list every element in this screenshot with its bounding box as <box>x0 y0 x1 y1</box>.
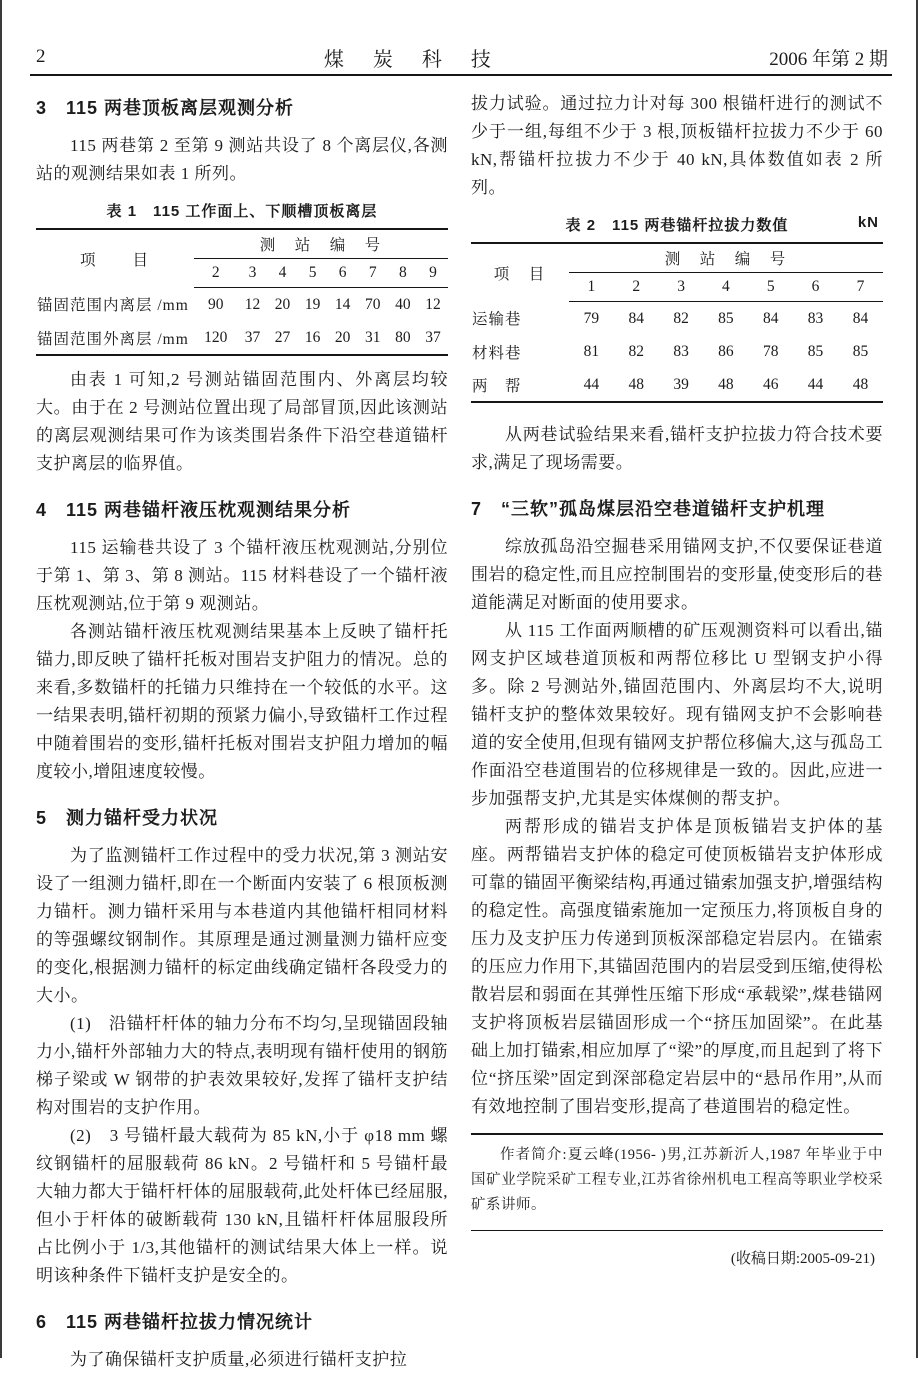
table2-unit-label: kN <box>857 214 879 231</box>
table1-station-num: 4 <box>267 259 297 288</box>
paragraph: 两帮形成的锚岩支护体是顶板锚岩支护体的基座。两帮锚岩支护体的稳定可使顶板锚岩支护体形成可靠的锚固平衡梁结构,再通过锚索加强支护,增强结构的稳定性。高强度锚索施加一定预压力,将顶板自身的压力及支护压力传递到顶板深部稳定岩层内。在锚索的压应力作用下,其锚固范围内的岩层受到压缩,使得松散岩层和弱面在其弹性压缩下形成“承载梁”,煤巷锚网支护将顶板岩层锚固形成一个“挤压加固梁”。在此基础上加打锚索,相应加厚了“梁”的厚度,而且起到了将下位“挤压梁”固定到深部稳定岩层中的“悬吊作用”,从而有效地控制了围岩变形,提高了巷道围岩的稳定性。 <box>471 817 883 1116</box>
table2-cell: 84 <box>628 309 644 327</box>
journal-title: 煤 炭 科 技 <box>323 48 503 71</box>
table2-cell: 44 <box>583 375 600 393</box>
paragraph: 综放孤岛沿空掘巷采用锚网支护,不仅要保证巷道围岩的稳定性,而且应控制围岩的变形量,使变形后的巷道能满足对断面的使用要求。 <box>471 537 883 612</box>
table2-cell: 82 <box>628 342 644 360</box>
table1-cell: 37 <box>425 328 441 346</box>
table1-station-num: 6 <box>328 259 358 288</box>
issue-label: 2006 年第 2 期 <box>769 48 888 70</box>
column-right <box>471 90 883 1268</box>
table1-cell: 27 <box>274 328 291 346</box>
table1-caption: 表 1 115 工作面上、下顺槽顶板离层 <box>106 203 378 220</box>
table2-station-num: 1 <box>569 273 614 302</box>
table2-cell: 83 <box>673 342 689 360</box>
paragraph: 由表 1 可知,2 号测站锚固范围内、外离层均较大。由于在 2 号测站位置出现了局部冒顶,因此该测站的离层观测结果可作为该类围岩条件下沿空巷道锚杆支护离层的临界值。 <box>36 370 448 473</box>
page-header <box>36 44 888 70</box>
table1-station-num: 3 <box>237 259 267 288</box>
table2-station-num: 2 <box>614 273 659 302</box>
table1-station-num: 9 <box>418 259 448 288</box>
table-row <box>36 288 448 322</box>
table-row <box>471 302 883 336</box>
section-heading-3: 3 115 两巷顶板离层观测分析 <box>36 98 295 118</box>
column-left <box>36 90 448 1374</box>
table2-cell: 78 <box>762 342 779 360</box>
table1-cell: 120 <box>204 328 228 346</box>
table2-row-label: 两 帮 <box>472 377 522 395</box>
paragraph: 115 两巷第 2 至第 9 测站共设了 8 个离层仪,各测站的观测结果如表 1 所列。 <box>36 136 448 183</box>
table2-cell: 48 <box>718 375 734 393</box>
table1-station-num: 7 <box>358 259 388 288</box>
table-row <box>471 335 883 368</box>
table2-cell: 86 <box>718 342 734 360</box>
table2-caption-text: 表 2 115 两巷锚杆拉拔力数值 <box>565 217 789 234</box>
table1-cell: 37 <box>244 328 261 346</box>
table1-row-label: 锚固范围外离层 /mm <box>37 330 189 348</box>
table1-row-label: 锚固范围内离层 /mm <box>37 297 189 315</box>
table2-item-header: 项 目 <box>493 265 547 283</box>
table2-cell: 39 <box>673 375 689 393</box>
header-rule <box>30 74 892 76</box>
table1-cell: 19 <box>304 295 321 313</box>
table1-cell: 40 <box>395 295 411 313</box>
paragraph: (1) 沿锚杆杆体的轴力分布不均匀,呈现锚固段轴力小,锚杆外部轴力大的特点,表明现有锚杆使用的钢筋梯子梁或 W 钢带的护表效果较好,发挥了锚杆支护结构对围岩的支护作用。 <box>36 1014 448 1117</box>
table1-cell: 70 <box>365 295 381 313</box>
table2-station-num: 4 <box>703 273 748 302</box>
table2 <box>471 242 883 403</box>
table1-cell: 12 <box>425 295 441 313</box>
table2-station-num: 5 <box>748 273 793 302</box>
table2-cell: 84 <box>852 309 869 327</box>
paragraph: 各测站锚杆液压枕观测结果基本上反映了锚杆托锚力,即反映了锚杆托板对围岩支护阻力的情况。总的来看,多数锚杆的托锚力只维持在一个较低的水平。这一结果表明,锚杆初期的预紧力偏小,导致锚杆工作过程中随着围岩的变形,锚杆托板对围岩支护阻力增加的幅度较小,增阻速度较慢。 <box>36 622 448 781</box>
author-bio: 作者简介:夏云峰(1956- )男,江苏新沂人,1987 年毕业于中国矿业学院采矿工程专业,江苏省徐州机电工程高等职业学校采矿系讲师。 <box>471 1146 883 1213</box>
table2-station-num: 6 <box>793 273 838 302</box>
scan-edge-left <box>0 0 2 1358</box>
table1-station-header: 测 站 编 号 <box>194 229 448 259</box>
table1-cell: 16 <box>304 328 321 346</box>
paragraph: 为了确保锚杆支护质量,必须进行锚杆支护拉 <box>70 1350 408 1369</box>
table2-cell: 85 <box>807 342 824 360</box>
table2-cell: 79 <box>583 309 600 327</box>
section-heading-7: 7 “三软”孤岛煤层沿空巷道锚杆支护机理 <box>471 499 826 519</box>
table-row <box>36 321 448 355</box>
paragraph: 从 115 工作面两顺槽的矿压观测资料可以看出,锚网支护区域巷道顶板和两帮位移比 U 型钢支护小得多。除 2 号测站外,锚固范围内、外离层均不大,说明锚杆支护的整体效果较好。现有锚网支护不会影响巷道的安全使用,但现有锚网支护帮位移偏大,这与孤岛工作面沿空巷道围岩的位移规律是一致的。因此,应进一步加强帮支护,尤其是实体煤侧的帮支护。 <box>471 621 883 808</box>
table1-station-num: 5 <box>298 259 328 288</box>
page-number: 2 <box>36 46 46 67</box>
table1-station-num: 8 <box>388 259 418 288</box>
table2-cell: 46 <box>762 375 779 393</box>
table2-cell: 48 <box>628 375 644 393</box>
table2-station-num: 7 <box>838 273 883 302</box>
table1-station-num: 2 <box>194 259 237 288</box>
table1-cell: 12 <box>244 295 261 313</box>
table1-item-header: 项 目 <box>79 251 150 269</box>
received-date: (收稿日期:2005-09-21) <box>730 1251 875 1267</box>
table2-station-header: 测 站 编 号 <box>569 243 883 273</box>
paragraph: (2) 3 号锚杆最大载荷为 85 kN,小于 φ18 mm 螺纹钢锚杆的屈服载荷 86 kN。2 号锚杆和 5 号锚杆最大轴力都大于锚杆杆体的屈服载荷,此处杆体已经屈服,但小于杆体的破断载荷 130 kN,且锚杆杆体屈服段所占比例小于 1/3,其他锚杆的测试结果大体上一样。说明该种条件下锚杆支护是安全的。 <box>36 1126 448 1285</box>
table1-cell: 80 <box>395 328 411 346</box>
table2-cell: 48 <box>852 375 869 393</box>
paragraph: 为了监测锚杆工作过程中的受力状况,第 3 测站安设了一组测力锚杆,即在一个断面内安装了 6 根顶板测力锚杆。测力锚杆采用与本巷道内其他锚杆相同材料的等强螺纹钢制作。其原理是通过测量测力锚杆应变的变化,根据测力锚杆的标定曲线确定锚杆各段受力的大小。 <box>36 846 448 1005</box>
table1-cell: 14 <box>334 295 351 313</box>
table-row <box>471 368 883 402</box>
table2-caption <box>471 214 883 235</box>
table1-cell: 31 <box>365 328 381 346</box>
table2-cell: 44 <box>807 375 824 393</box>
table2-cell: 81 <box>583 342 600 360</box>
table2-row-label: 材料巷 <box>472 344 522 362</box>
table1 <box>36 228 448 356</box>
table2-cell: 85 <box>718 309 734 327</box>
paragraph: 从两巷试验结果来看,锚杆支护拉拔力符合技术要求,满足了现场需要。 <box>471 425 883 472</box>
table2-cell: 84 <box>762 309 779 327</box>
table1-cell: 20 <box>334 328 351 346</box>
table1-cell: 90 <box>207 295 224 313</box>
paragraph: 115 运输巷共设了 3 个锚杆液压枕观测站,分别位于第 1、第 3、第 8 测站。115 材料巷设了一个锚杆液压枕观测站,位于第 9 观测站。 <box>36 538 448 613</box>
table2-cell: 85 <box>852 342 869 360</box>
bio-divider-top <box>471 1133 883 1135</box>
paragraph: 拔力试验。通过拉力计对每 300 根锚杆进行的测试不少于一组,每组不少于 3 根,顶板锚杆拉拔力不少于 60 kN,帮锚杆拉拔力不少于 40 kN,具体数值如表 2 所列。 <box>471 94 883 197</box>
section-heading-6: 6 115 两巷锚杆拉拔力情况统计 <box>36 1312 314 1332</box>
table2-row-label: 运输巷 <box>472 311 522 329</box>
section-heading-5: 5 测力锚杆受力状况 <box>36 808 219 828</box>
bio-divider-bottom <box>471 1230 883 1232</box>
table2-cell: 83 <box>807 309 824 327</box>
table2-cell: 82 <box>673 309 689 327</box>
table1-cell: 20 <box>274 295 291 313</box>
section-heading-4: 4 115 两巷锚杆液压枕观测结果分析 <box>36 500 352 520</box>
table2-station-num: 3 <box>659 273 704 302</box>
